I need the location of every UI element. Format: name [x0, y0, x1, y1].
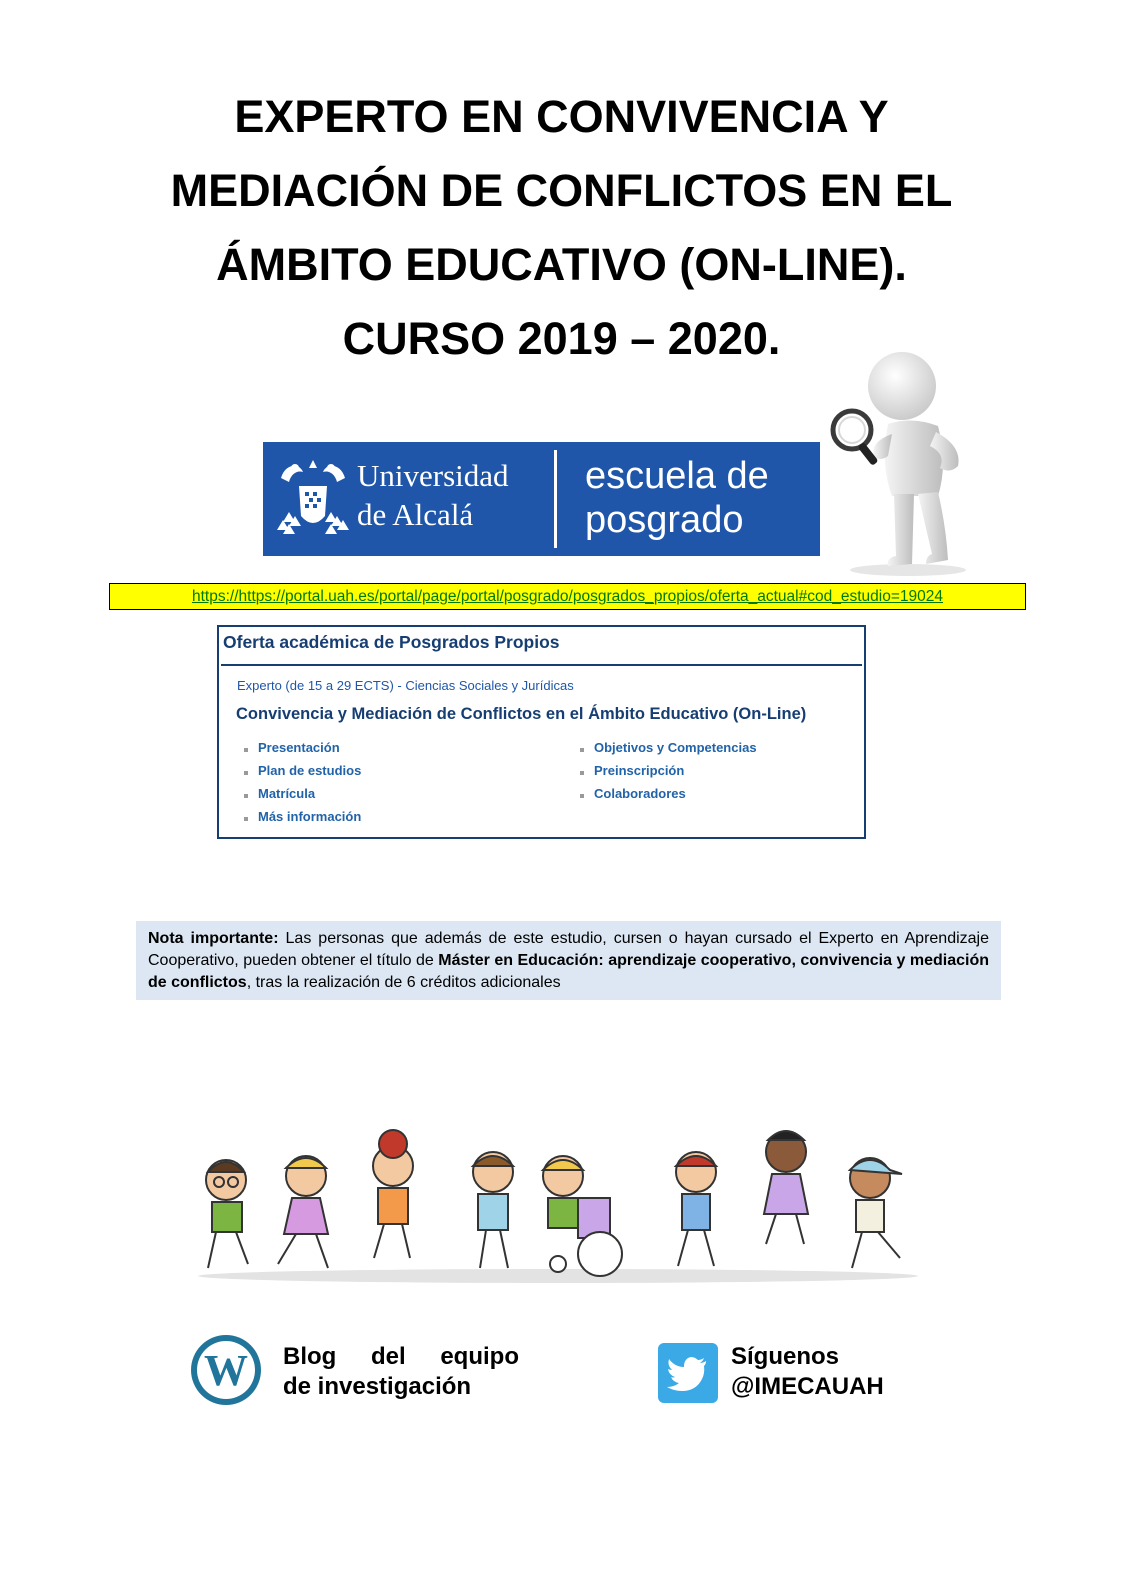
child-1	[206, 1160, 248, 1268]
child-4	[473, 1152, 513, 1268]
school-name	[585, 454, 769, 542]
link-mas-informacion[interactable]: Más información	[244, 808, 361, 831]
oferta-links-right	[580, 739, 757, 808]
title-line-4: CURSO 2019 – 2020.	[342, 313, 781, 364]
university-name-line-1: Universidad	[357, 458, 509, 493]
title-line-1: EXPERTO EN CONVIVENCIA Y	[234, 91, 889, 142]
note-degree-title: Máster en Educación: aprendizaje cooperativo, convivencia y mediación de conflictos	[148, 952, 989, 991]
child-6	[764, 1131, 808, 1244]
child-2	[278, 1156, 328, 1268]
title-line-2: MEDIACIÓN DE CONFLICTOS EN EL	[170, 165, 953, 216]
twitter-follow-label: Síguenos	[731, 1343, 840, 1370]
link-presentacion[interactable]: Presentación	[244, 739, 361, 762]
university-name-line-2: de Alcalá	[357, 497, 474, 532]
child-5	[676, 1152, 716, 1266]
children-illustration	[188, 1118, 928, 1288]
svg-text:W: W	[204, 1346, 248, 1395]
link-plan-de-estudios[interactable]: Plan de estudios	[244, 762, 361, 785]
oferta-links-left	[244, 739, 361, 831]
oferta-course-title: Convivencia y Mediación de Conflictos en el Ámbito Educativo (On-Line)	[236, 705, 807, 723]
magnifier-figure-illustration	[830, 346, 980, 578]
study-program-link[interactable]: https://https://portal.uah.es/portal/page/portal/posgrado/posgrados_propios/oferta_actual#cod_estudio=19024	[192, 588, 943, 605]
university-name	[357, 456, 509, 534]
link-objetivos-y-competencias[interactable]: Objetivos y Competencias	[580, 739, 757, 762]
blog-word-3: equipo	[440, 1343, 519, 1370]
link-preinscripcion[interactable]: Preinscripción	[580, 762, 757, 785]
wordpress-icon[interactable]	[190, 1334, 262, 1406]
blog-link[interactable]	[283, 1342, 519, 1402]
blog-line-1	[283, 1342, 519, 1372]
twitter-handle[interactable]	[731, 1342, 884, 1402]
url-highlight-box	[109, 583, 1026, 610]
title-line-3: ÁMBITO EDUCATIVO (ON-LINE).	[216, 239, 907, 290]
child-7	[850, 1158, 902, 1268]
link-matricula[interactable]: Matrícula	[244, 785, 361, 808]
document-title	[60, 80, 1063, 376]
twitter-username: @IMECAUAH	[731, 1373, 884, 1400]
oferta-subtitle: Experto (de 15 a 29 ECTS) - Ciencias Sociales y Jurídicas	[237, 678, 574, 693]
university-crest-icon	[275, 456, 351, 542]
link-colaboradores[interactable]: Colaboradores	[580, 785, 757, 808]
uah-logo-banner	[263, 442, 820, 556]
blog-word-1: Blog	[283, 1343, 337, 1370]
school-name-line-1: escuela de	[585, 455, 769, 497]
oferta-divider	[221, 664, 862, 666]
logo-divider	[554, 450, 557, 548]
oferta-academica-panel	[217, 625, 866, 839]
twitter-icon[interactable]	[658, 1343, 718, 1403]
note-label: Nota importante:	[148, 930, 279, 947]
child-wheelchair	[543, 1156, 622, 1276]
important-note	[136, 921, 1001, 1000]
blog-line-2: de investigación	[283, 1373, 472, 1400]
child-3	[373, 1130, 413, 1258]
note-text-2: , tras la realización de 6 créditos adicionales	[246, 974, 561, 991]
oferta-title: Oferta académica de Posgrados Propios	[223, 632, 560, 652]
school-name-line-2: posgrado	[585, 499, 744, 541]
blog-word-2: del	[370, 1343, 406, 1370]
note-text-1: Las personas que además de este estudio, cursen o hayan cursado el Experto en Aprendizaje Cooperativo, pueden obtener el título de	[148, 930, 990, 969]
